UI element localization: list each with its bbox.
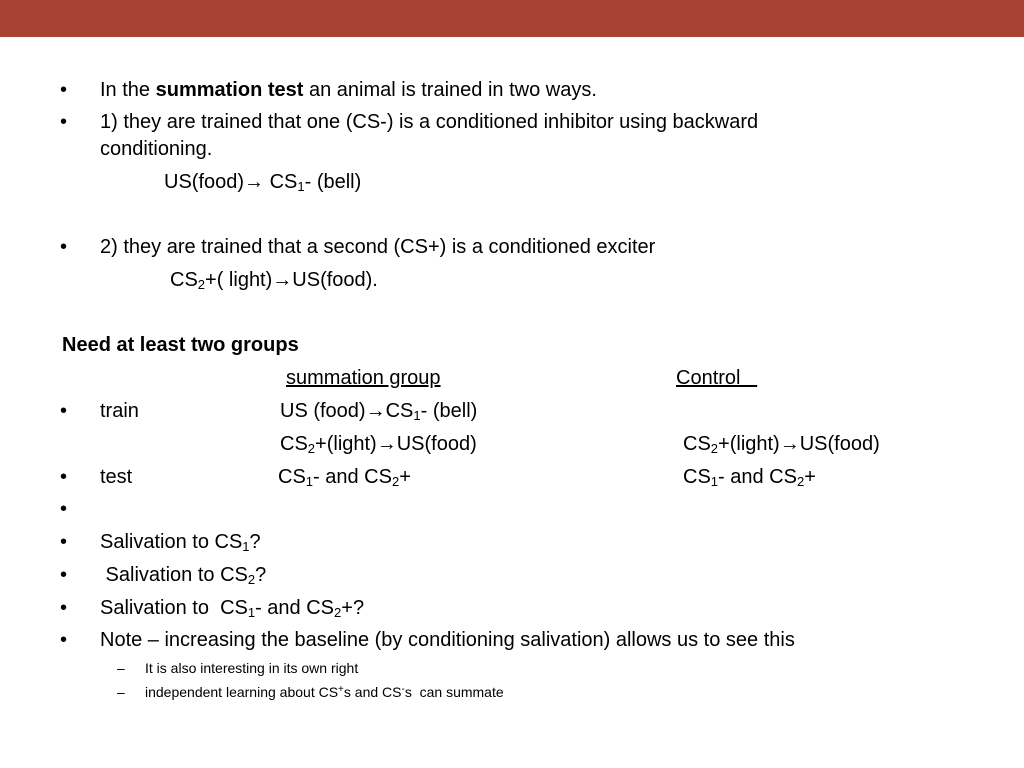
arrow-icon: → — [376, 433, 397, 455]
bullet-marker: • — [60, 629, 68, 651]
arrow-icon: → — [244, 171, 265, 193]
step2-line: 2) they are trained that a second (CS+) is a conditioned exciter — [100, 236, 656, 258]
train-summation-line2: $CS_2+(light)\to US(food)$ — [280, 433, 477, 456]
bullet-marker: • — [60, 564, 68, 586]
arrow-icon: → — [779, 433, 800, 455]
step1-line2: conditioning. — [100, 138, 213, 160]
question-cs2: Salivation to $CS_2$? — [100, 564, 267, 587]
bullet-marker: • — [60, 597, 68, 619]
step1-formula: US(food)→ $CS_1-$ (bell) — [164, 171, 362, 194]
bullet-marker: • — [60, 111, 68, 133]
intro-line — [100, 78, 597, 102]
bullet-marker: • — [60, 466, 68, 488]
intro-bold-term: summation test — [155, 79, 304, 101]
bullet-marker: • — [60, 79, 68, 101]
summation-group-header: summation group — [286, 367, 441, 389]
arrow-icon: → — [272, 269, 293, 291]
header-bar — [0, 0, 1024, 37]
dash-marker: – — [117, 660, 125, 676]
test-label: test — [100, 466, 133, 488]
step2-formula: $CS_2+$( light)→US(food). — [170, 269, 378, 292]
question-compound: Salivation to $CS_1-$ and $CS_2+$? — [100, 597, 365, 620]
step1-line1: 1) they are trained that one (CS-) is a conditioned inhibitor using backward — [100, 111, 759, 133]
sub-note-2: independent learning about CS+s and CS-s can summate — [145, 684, 504, 700]
bullet-marker: • — [60, 498, 68, 520]
control-group-header: Control — [676, 367, 758, 389]
train-summation-line1: US $(food)\to CS_1-$ (bell) — [280, 400, 478, 423]
bullet-marker: • — [60, 236, 68, 258]
train-control-line: $CS_2+(light)\to US(food)$ — [683, 433, 880, 456]
sub-note-1: It is also interesting in its own right — [145, 660, 359, 676]
groups-heading: Need at least two groups — [62, 334, 299, 356]
test-summation: $CS_1-$ and $CS_2+$ — [278, 466, 411, 489]
train-label: train — [100, 400, 139, 422]
bullet-marker: • — [60, 531, 68, 553]
question-cs1: Salivation to $CS_1$? — [100, 531, 261, 554]
test-control: $CS_1-$ and $CS_2+$ — [683, 466, 816, 489]
bullet-marker: • — [60, 400, 68, 422]
intro-text: In the — [100, 79, 156, 101]
intro-text-end: an animal is trained in two ways. — [303, 79, 597, 101]
dash-marker: – — [117, 684, 125, 700]
arrow-icon: → — [365, 400, 386, 422]
note-line: Note – increasing the baseline (by conditioning salivation) allows us to see this — [100, 629, 795, 651]
